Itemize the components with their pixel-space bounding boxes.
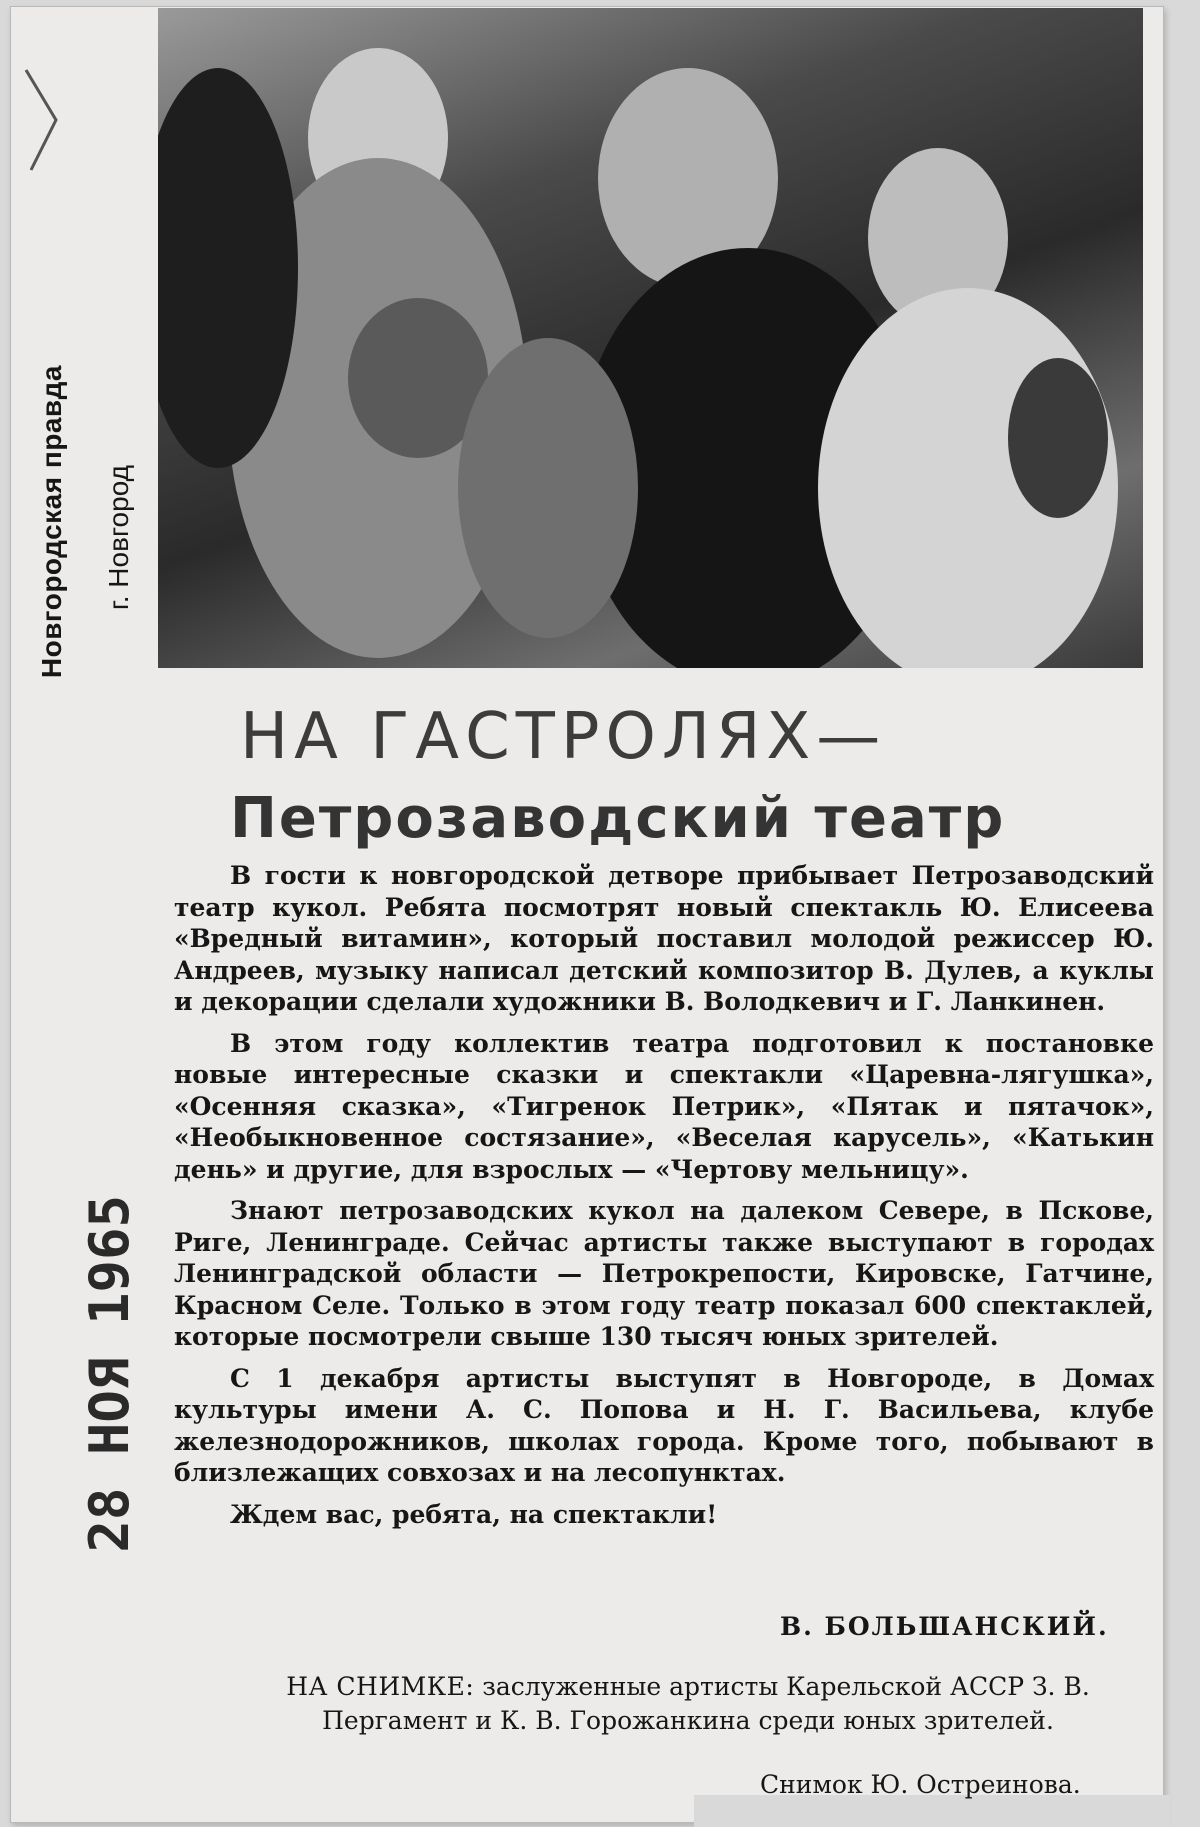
photo-figures [158, 8, 1143, 668]
date-stamp: 28 НОЯ 1965 [78, 1195, 141, 1553]
torn-corner [694, 1795, 1170, 1827]
newspaper-city: г. Новгород [103, 465, 134, 611]
caption-lead: НА СНИМКЕ: [286, 1672, 475, 1701]
pencil-mark [16, 60, 76, 180]
article-paragraph: В этом году коллектив театра подготовил к постановке новые интересные сказки и спектакли «Царевна-лягушка», «Осенняя сказка», «Тигренок Петрик», «Пятак и пятачок», «Необыкновенное состязание», «Веселая карусель», «Катькин день» и другие, для взрослых — «Чертову мельницу». [174, 1028, 1154, 1184]
caption-text: заслуженные артисты Карельской АССР З. В. Пергамент и К. В. Горожанкина среди юных зрителей. [322, 1672, 1090, 1735]
author-signature: В. БОЛЬШАНСКИЙ. [780, 1612, 1109, 1641]
headline-line-2: Петрозаводский театр [230, 786, 1006, 851]
photo-caption [248, 1670, 1128, 1738]
photo-credit: Снимок Ю. Остреинова. [760, 1770, 1081, 1799]
article-paragraph: Знают петрозаводских кукол на далеком Севере, в Пскове, Риге, Ленинграде. Сейчас артисты также выступают в городах Ленинградской области — Петрокрепости, Кировске, Гатчине, Красном Селе. Только в этом году театр показал 600 спектаклей, которые посмотрели свыше 130 тысяч юных зрителей. [174, 1196, 1154, 1351]
source-attribution [28, 345, 158, 815]
newspaper-name: Новгородская правда [36, 365, 67, 679]
article-paragraph: С 1 декабря артисты выступят в Новгороде, в Домах культуры имени А. С. Попова и Н. Г. Васильева, клубе железнодорожников, школах города. Кроме того, побывают в близлежащих совхозах и на лесопунктах. [174, 1363, 1154, 1487]
article-body [174, 860, 1154, 1540]
news-photo [158, 8, 1143, 668]
headline-line-1: НА ГАСТРОЛЯХ— [240, 700, 887, 774]
article-paragraph: В гости к новгородской детворе прибывает Петрозаводский театр кукол. Ребята посмотрят новый спектакль Ю. Елисеева «Вредный витамин», который поставил молодой режиссер Ю. Андреев, музыку написал детский композитор В. Дулев, а куклы и декорации сделали художники В. Володкевич и Г. Ланкинен. [174, 861, 1154, 1016]
article-paragraph: Ждем вас, ребята, на спектакли! [230, 1499, 718, 1529]
